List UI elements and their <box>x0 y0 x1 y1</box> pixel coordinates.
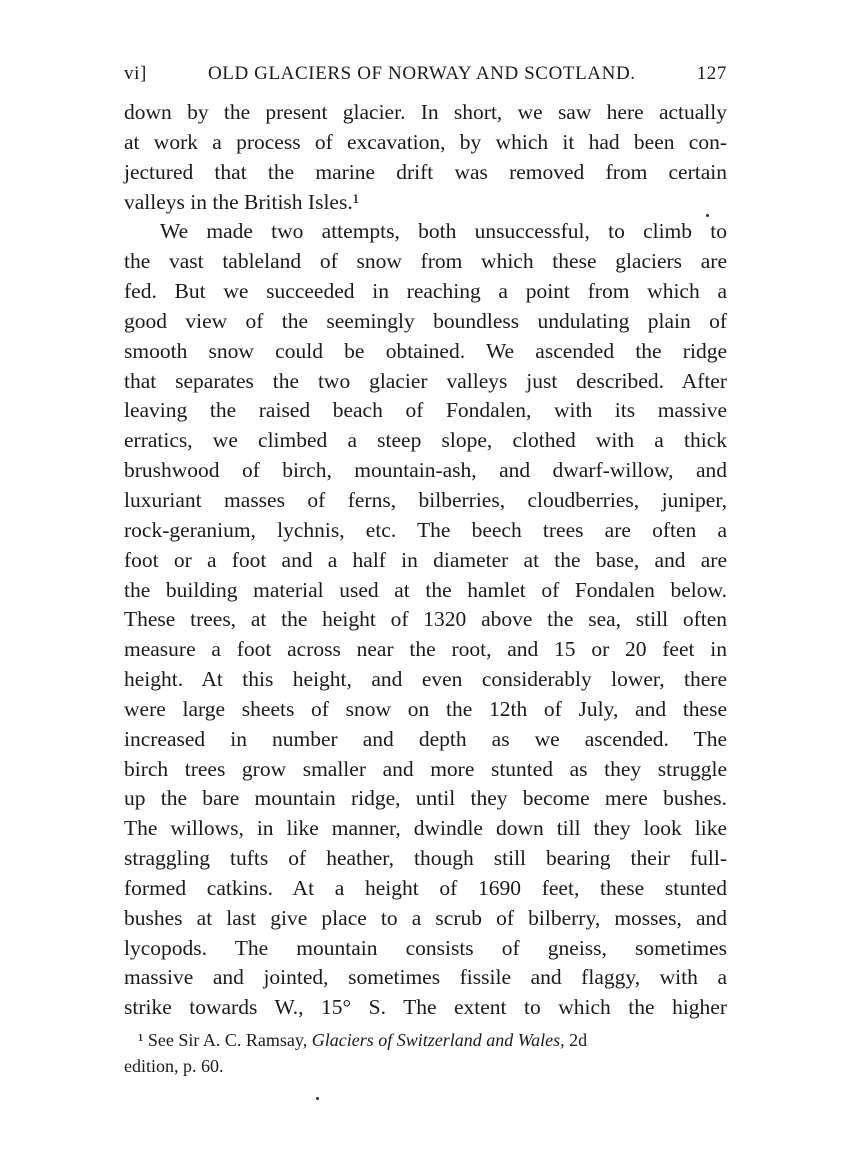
text-line: good view of the seemingly boundless undulating plain of <box>124 308 727 333</box>
text-line: at work a process of excavation, by which it had been con- <box>124 129 727 154</box>
text-line: valleys in the British Isles.¹ <box>124 189 360 214</box>
text-line: leaving the raised beach of Fondalen, with its massive <box>124 398 727 423</box>
text-line: erratics, we climbed a steep slope, clothed with a thick <box>124 428 727 453</box>
footnote-book-title: Glaciers of Switzerland and Wales, <box>311 1030 565 1051</box>
running-title: OLD GLACIERS OF NORWAY AND SCOTLAND. <box>207 63 636 84</box>
text-line: the building material used at the hamlet of Fondalen below. <box>124 577 727 602</box>
footnote-line-1 <box>124 1027 727 1053</box>
text-line: smooth snow could be obtained. We ascended the ridge <box>124 338 727 363</box>
text-line: formed catkins. At a height of 1690 feet, these stunted <box>124 875 727 900</box>
text-line: massive and jointed, sometimes fissile and flaggy, with a <box>124 965 727 990</box>
text-line: were large sheets of snow on the 12th of July, and these <box>124 696 727 721</box>
text-line: increased in number and depth as we ascended. The <box>124 726 727 751</box>
text-line: down by the present glacier. In short, we saw here actually <box>124 100 727 124</box>
text-line: that separates the two glacier valleys just described. After <box>124 368 727 393</box>
text-line: strike towards W., 15° S. The extent to which the higher <box>124 995 727 1020</box>
text-line: rock-geranium, lychnis, etc. The beech trees are often a <box>124 517 727 542</box>
text-line: bushes at last give place to a scrub of bilberry, mosses, and <box>124 905 727 930</box>
footnote <box>124 1027 727 1079</box>
stray-mark <box>706 214 709 217</box>
text-line: fed. But we succeeded in reaching a point from which a <box>124 279 727 304</box>
footnote-prefix: See Sir A. C. Ramsay, <box>143 1030 312 1051</box>
text-line: measure a foot across near the root, and 15 or 20 feet in <box>124 637 727 662</box>
text-line: up the bare mountain ridge, until they become mere bushes. <box>124 786 727 811</box>
page-number: 127 <box>696 63 727 84</box>
footnote-line-2: edition, p. 60. <box>124 1056 224 1077</box>
text-line: luxuriant masses of ferns, bilberries, cloudberries, juniper, <box>124 487 727 512</box>
footnote-marker: ¹ <box>138 1030 144 1051</box>
text-line: lycopods. The mountain consists of gneiss, sometimes <box>124 935 727 960</box>
text-line: These trees, at the height of 1320 above the sea, still often <box>124 607 727 632</box>
text-line: the vast tableland of snow from which these glaciers are <box>124 249 727 274</box>
text-line: The willows, in like manner, dwindle down till they look like <box>124 816 727 841</box>
text-line: birch trees grow smaller and more stunted as they struggle <box>124 756 727 781</box>
book-page <box>124 56 727 1079</box>
text-line: jectured that the marine drift was removed from certain <box>124 159 727 184</box>
text-line: brushwood of birch, mountain-ash, and dwarf-willow, and <box>124 458 727 483</box>
stray-mark <box>316 1097 319 1100</box>
section-number: vi] <box>124 63 147 84</box>
running-head <box>124 56 727 92</box>
text-line: foot or a foot and a half in diameter at the base, and are <box>124 547 727 572</box>
text-line: We made two attempts, both unsuccessful, to climb to <box>160 219 727 244</box>
text-line: height. At this height, and even considerably lower, there <box>124 667 727 692</box>
body-text <box>124 98 727 1023</box>
footnote-suffix: 2d <box>564 1030 588 1051</box>
text-line: straggling tufts of heather, though still bearing their full- <box>124 846 727 871</box>
